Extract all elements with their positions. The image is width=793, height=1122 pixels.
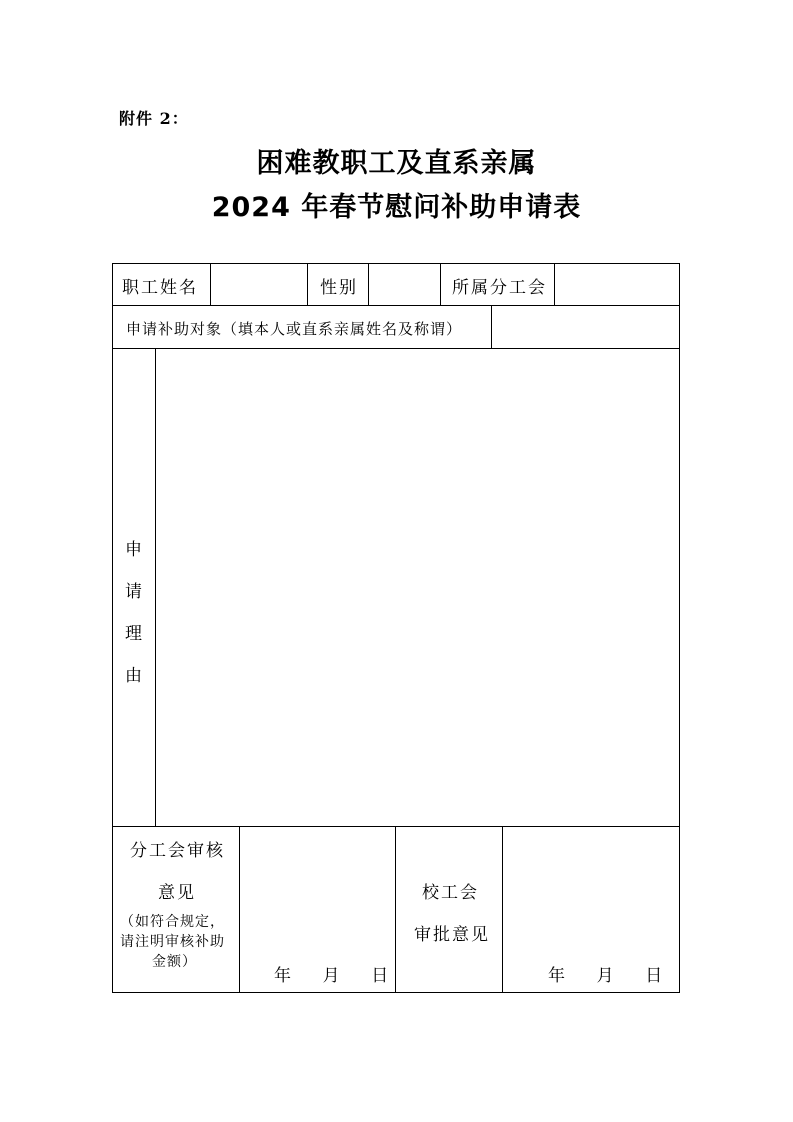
review-divider-1 (239, 826, 240, 993)
row1-divider-4 (440, 263, 441, 306)
reason-label-char-2: 请 (125, 582, 142, 602)
union-label: 所属分工会 (452, 278, 547, 298)
reason-label-char-1: 申 (125, 540, 142, 560)
branch-review-note-line3: 金额） (152, 954, 197, 970)
branch-review-label-line2: 意见 (158, 883, 196, 903)
border-left (112, 263, 113, 993)
row1-divider-3 (368, 263, 369, 306)
reason-field[interactable] (162, 355, 672, 820)
branch-review-note-line2: 请注明审核补助 (120, 934, 225, 950)
application-form (112, 263, 680, 993)
row2-divider (491, 305, 492, 349)
subject-label: 申请补助对象（填本人或直系亲属姓名及称谓） (126, 320, 463, 338)
school-review-date: 年 月 日 (548, 966, 665, 986)
border-right (679, 263, 680, 993)
name-field[interactable] (216, 273, 302, 295)
branch-review-label-line1: 分工会审核 (130, 841, 225, 861)
border-top (112, 263, 680, 264)
attachment-label: 附件 2： (119, 109, 189, 128)
row2-bottom-line (112, 348, 680, 349)
reason-label-char-3: 理 (125, 624, 142, 644)
reason-bottom-line (112, 826, 680, 827)
gender-label: 性别 (320, 278, 358, 298)
school-review-label-line1: 校工会 (422, 883, 479, 903)
gender-field[interactable] (374, 273, 434, 295)
reason-label-char-4: 由 (125, 666, 142, 686)
school-review-field[interactable] (508, 833, 674, 953)
row1-bottom-line (112, 305, 680, 306)
school-review-label-line2: 审批意见 (414, 925, 490, 945)
reason-divider (155, 348, 156, 827)
page-title-line1: 困难教职工及直系亲属 (256, 148, 537, 179)
branch-review-date: 年 月 日 (274, 966, 391, 986)
row1-divider-1 (210, 263, 211, 306)
page-title-line2: 2024 年春节慰问补助申请表 (211, 192, 582, 223)
review-divider-3 (502, 826, 503, 993)
branch-review-note-line1: （如符合规定， (120, 914, 225, 930)
row1-divider-2 (307, 263, 308, 306)
border-bottom (112, 992, 680, 993)
branch-review-field[interactable] (245, 833, 389, 953)
review-divider-2 (395, 826, 396, 993)
union-field[interactable] (560, 273, 674, 295)
subject-field[interactable] (497, 315, 673, 339)
name-label: 职工姓名 (122, 278, 198, 298)
row1-divider-5 (554, 263, 555, 306)
